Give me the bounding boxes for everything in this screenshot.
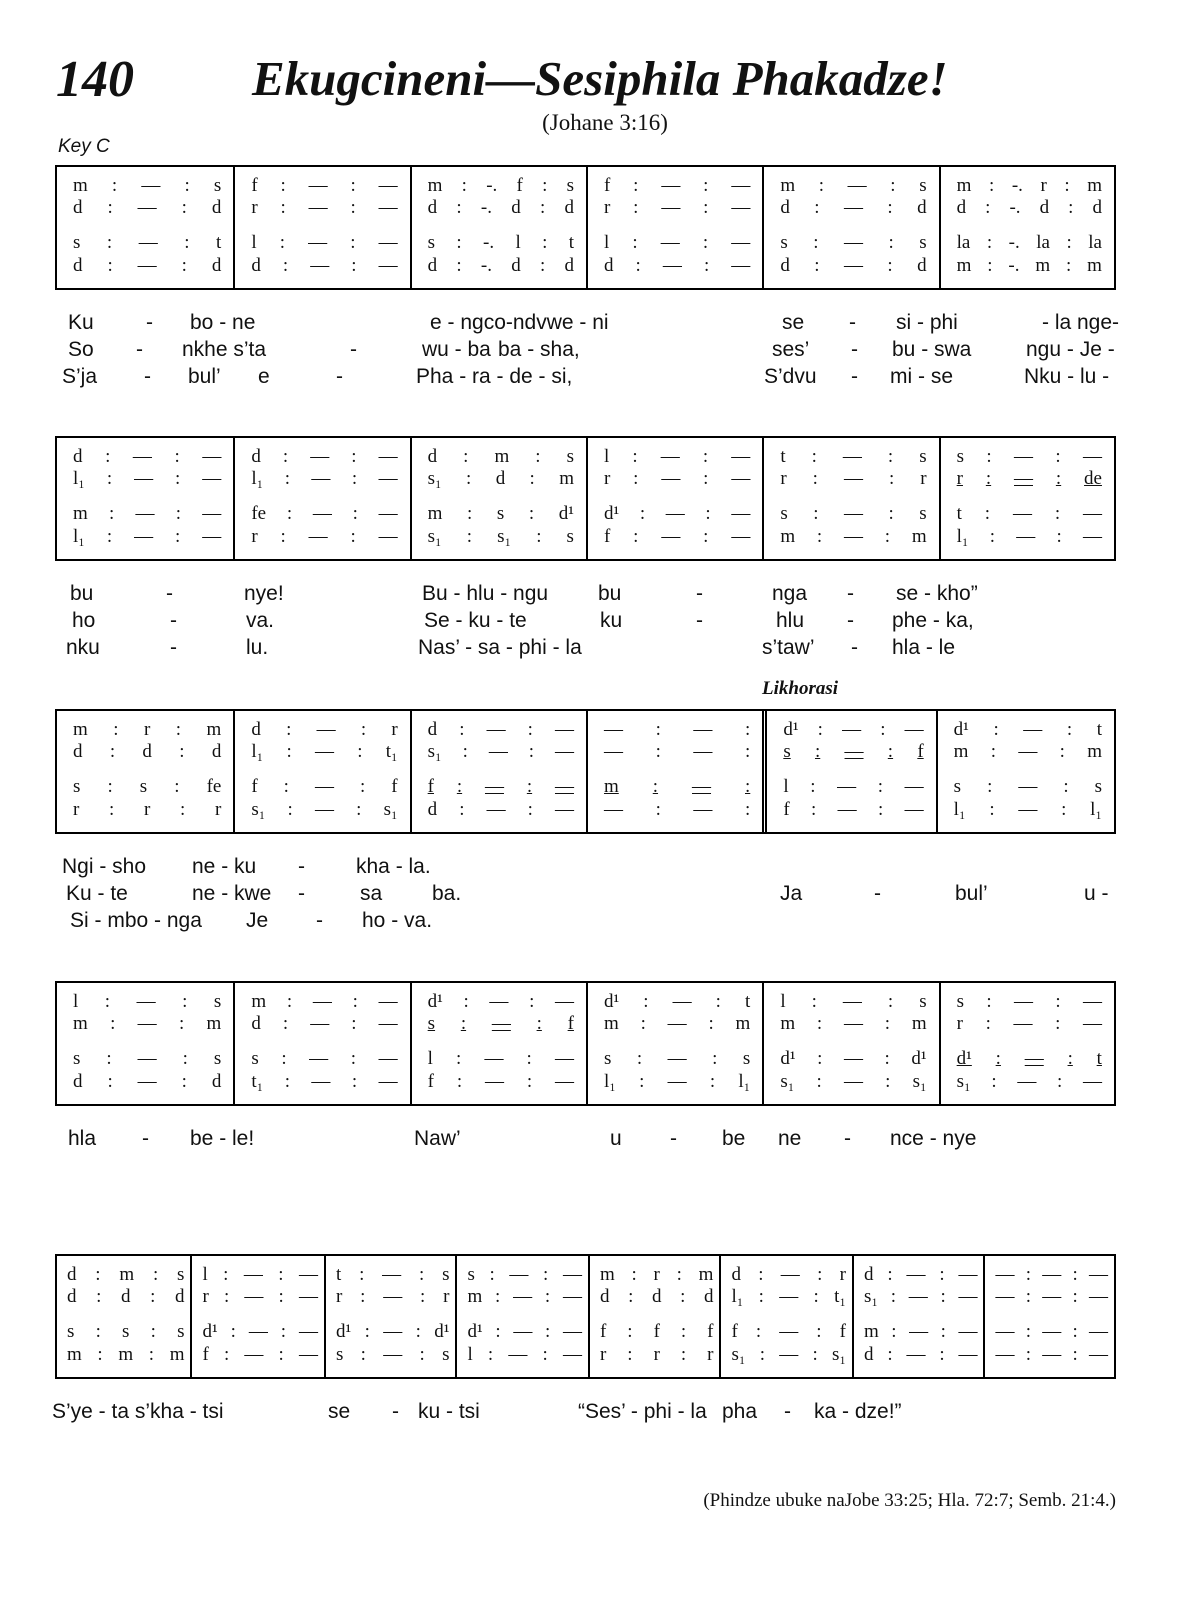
lyric-syllable: - — [146, 311, 153, 334]
note-cell: d¹ : — : — — [427, 991, 574, 1012]
lyric-syllable: Nas’ - sa - phi - la — [418, 636, 582, 659]
lyric-syllable: So — [68, 338, 94, 361]
measure — [57, 1256, 190, 1377]
note-cell: s : — : s — [780, 232, 927, 253]
note-cell: d : — : d — [780, 255, 927, 276]
note-cell: l₁ : — : t₁ — [251, 741, 398, 762]
note-cell: d : d : d — [73, 741, 222, 762]
note-cell: m : -. r : m — [956, 175, 1102, 196]
note-cell: f : — : — — [783, 799, 924, 820]
note-cell: — : — : — [603, 719, 751, 740]
lyric-syllable: - — [170, 636, 177, 659]
measure — [57, 438, 233, 559]
note-cell: s : — : t — [73, 232, 222, 253]
lyric-syllable: e — [258, 365, 270, 388]
lyric-syllable: - — [316, 909, 323, 932]
note-cell: m : r : m — [599, 1264, 714, 1285]
note-cell: s : — : — — [251, 1048, 398, 1069]
lyric-line — [52, 1400, 1120, 1428]
lyric-line — [60, 909, 1120, 937]
note-cell: l₁ : — : — — [73, 526, 222, 547]
lyric-syllable: Bu - hlu - ngu — [422, 582, 549, 605]
note-cell: d : — : — — [427, 799, 574, 820]
lyric-syllable: wu - ba — [422, 338, 491, 361]
measure — [57, 711, 233, 832]
measure — [939, 983, 1114, 1104]
lyric-line — [60, 855, 1120, 883]
measure — [586, 438, 762, 559]
measure — [939, 167, 1114, 288]
note-cell: d : — : — — [73, 446, 222, 467]
lyric-syllable: be — [722, 1127, 746, 1150]
lyric-syllable: lu. — [246, 636, 269, 659]
note-cell: l₁ : — : — — [73, 468, 222, 489]
lyric-syllable: - — [844, 1127, 851, 1150]
note-cell: d : — : d — [780, 197, 927, 218]
lyric-syllable: phe - ka, — [892, 609, 974, 632]
measure — [233, 711, 409, 832]
lyric-syllable: bul’ — [188, 365, 221, 388]
note-cell: s : — : s — [335, 1344, 450, 1365]
note-cell: m : — : — — [863, 1321, 978, 1342]
measure — [762, 438, 938, 559]
music-system — [55, 1254, 1116, 1379]
note-cell: f : — : — — [251, 175, 398, 196]
note-cell: r : — : — — [603, 197, 751, 218]
note-cell: f : — : — — [427, 1071, 574, 1092]
lyric-syllable: nga — [772, 582, 808, 605]
note-cell: d¹ : — : — — [202, 1321, 318, 1342]
lyric-syllable: - — [847, 609, 854, 632]
measure — [455, 1256, 588, 1377]
measure — [410, 167, 586, 288]
lyric-syllable: ku - tsi — [418, 1400, 480, 1423]
note-cell: s₁ : — : s₁ — [780, 1071, 927, 1092]
lyric-syllable: Ja — [780, 882, 803, 905]
lyric-syllable: va. — [246, 609, 275, 632]
key-signature: Key C — [58, 136, 110, 157]
lyric-syllable: u — [610, 1127, 622, 1150]
lyric-line — [60, 636, 1120, 664]
lyric-syllable: bu — [598, 582, 622, 605]
note-cell: t : — : s — [780, 446, 927, 467]
note-cell: d : — : — — [603, 255, 751, 276]
lyric-syllable: - — [847, 582, 854, 605]
note-cell: m : — : s — [73, 175, 222, 196]
note-cell: l₁ : — : l₁ — [953, 799, 1102, 820]
note-cell: m : — : — [603, 776, 751, 797]
note-cell: la : -. la : la — [956, 232, 1102, 253]
note-cell: l₁ : — : — — [251, 468, 398, 489]
note-cell: d : d : d — [67, 1286, 185, 1307]
note-cell: d : — : — — [251, 255, 398, 276]
note-cell: m : m : m — [67, 1344, 185, 1365]
note-cell: — : — : — — [995, 1286, 1108, 1307]
measure — [324, 1256, 456, 1377]
lyric-line — [60, 311, 1120, 339]
note-cell: d : — : — — [863, 1264, 978, 1285]
lyric-syllable: - — [392, 1400, 399, 1423]
note-cell: l₁ : — : l₁ — [603, 1071, 751, 1092]
lyric-syllable: nku — [66, 636, 100, 659]
note-cell: d : — : d — [73, 197, 222, 218]
lyric-syllable: pha — [722, 1400, 758, 1423]
note-cell: s : — : s — [73, 1048, 222, 1069]
lyric-syllable: - — [849, 311, 856, 334]
note-cell: m : -. f : s — [427, 175, 574, 196]
measure — [762, 983, 938, 1104]
note-cell: s : — : — — [956, 446, 1102, 467]
note-cell: l : — : — — [251, 232, 398, 253]
lyric-syllable: bo - ne — [190, 311, 256, 334]
measure — [588, 1256, 720, 1377]
lyric-syllable: “Ses’ - phi - la — [578, 1400, 707, 1423]
note-cell: d : — : r — [251, 719, 398, 740]
note-cell: m : — : — — [467, 1286, 582, 1307]
note-cell: s : — : s — [603, 1048, 751, 1069]
note-cell: f : — : f — [731, 1321, 846, 1342]
music-system — [55, 981, 1116, 1106]
lyric-syllable: mi - se — [890, 365, 953, 388]
lyric-line — [60, 338, 1120, 366]
music-system — [55, 165, 1116, 290]
lyric-syllable: ho — [72, 609, 96, 632]
measure — [719, 1256, 852, 1377]
note-cell: l : — : — — [202, 1264, 318, 1285]
lyric-syllable: - — [851, 636, 858, 659]
note-cell: s₁ : d : m — [427, 468, 574, 489]
measure — [233, 983, 409, 1104]
lyric-syllable: nye! — [244, 582, 284, 605]
lyric-syllable: Ngi - sho — [62, 855, 147, 878]
lyric-line — [60, 609, 1120, 637]
note-cell: m : — : m — [953, 741, 1102, 762]
lyric-line — [60, 1127, 1120, 1155]
note-cell: m : — : m — [780, 526, 927, 547]
lyric-syllable: - — [851, 338, 858, 361]
note-cell: l : — : — — [427, 1048, 574, 1069]
note-cell: d¹ : — : — — [467, 1321, 582, 1342]
note-cell: f : — : f — [251, 776, 398, 797]
measure — [936, 711, 1114, 832]
note-cell: s₁ : — : — — [863, 1286, 978, 1307]
note-cell: d : m : s — [427, 446, 574, 467]
note-cell: — : — : — — [995, 1344, 1108, 1365]
note-cell: d : -. d : d — [427, 197, 574, 218]
lyric-syllable: sa — [360, 882, 383, 905]
lyric-syllable: - — [298, 855, 305, 878]
measure — [410, 983, 586, 1104]
measure — [983, 1256, 1114, 1377]
note-cell: m : — : — — [73, 503, 222, 524]
note-cell: l : — : — — [603, 446, 751, 467]
lyric-line — [60, 365, 1120, 393]
note-cell: t : — : — — [956, 503, 1102, 524]
note-cell: f : f : f — [599, 1321, 714, 1342]
note-cell: s : s : fe — [73, 776, 222, 797]
note-cell: — : — : — — [995, 1264, 1108, 1285]
note-cell: m : — : s — [780, 175, 927, 196]
note-cell: fe : — : — — [251, 503, 398, 524]
lyric-syllable: ka - dze!” — [814, 1400, 902, 1423]
note-cell: r : — : r — [335, 1286, 450, 1307]
song-title: Ekugcineni—Sesiphila Phakadze! — [252, 51, 948, 106]
lyric-syllable: - — [170, 609, 177, 632]
note-cell: r : — : — — [251, 526, 398, 547]
note-cell: l : — : — — [603, 232, 751, 253]
lyric-syllable: bul’ — [955, 882, 988, 905]
lyric-syllable: Nku - lu - — [1024, 365, 1110, 388]
lyric-syllable: Je — [246, 909, 269, 932]
note-cell: d¹ : — : d¹ — [335, 1321, 450, 1342]
lyric-syllable: ses’ — [772, 338, 810, 361]
note-cell: s₁ : — : — — [956, 1071, 1102, 1092]
measure — [852, 1256, 984, 1377]
lyric-syllable: kha - la. — [356, 855, 431, 878]
lyric-syllable: hlu — [776, 609, 805, 632]
note-cell: r : — : — — [251, 197, 398, 218]
note-cell: r : — : de — [956, 468, 1102, 489]
note-cell: s : — : — — [956, 991, 1102, 1012]
lyric-syllable: S’ye - ta s’kha - tsi — [52, 1400, 224, 1423]
measure — [762, 167, 938, 288]
lyric-syllable: ho - va. — [362, 909, 433, 932]
note-cell: d : -. d : d — [956, 197, 1102, 218]
note-cell: r : r : r — [599, 1344, 714, 1365]
note-cell: d : — : d — [73, 255, 222, 276]
lyric-syllable: Si - mbo - nga — [70, 909, 202, 932]
note-cell: s₁ : — : s₁ — [251, 799, 398, 820]
lyric-syllable: hla — [68, 1127, 97, 1150]
note-cell: — : — : — — [995, 1321, 1108, 1342]
measure — [57, 167, 233, 288]
note-cell: l : — : s — [780, 991, 927, 1012]
note-cell: d¹ : — : d¹ — [780, 1048, 927, 1069]
lyric-syllable: ba. — [432, 882, 462, 905]
lyric-syllable: ne - kwe — [192, 882, 272, 905]
lyric-syllable: si - phi — [896, 311, 958, 334]
note-cell: d : — : d — [73, 1071, 222, 1092]
note-cell: d¹ : — : — — [603, 503, 751, 524]
lyric-syllable: - — [670, 1127, 677, 1150]
lyric-syllable: ne - ku — [192, 855, 257, 878]
lyric-syllable: Se - ku - te — [424, 609, 527, 632]
lyric-syllable: - — [136, 338, 143, 361]
note-cell: d : — : — — [863, 1344, 978, 1365]
note-cell: m : — : — — [251, 991, 398, 1012]
measure — [410, 438, 586, 559]
note-cell: t₁ : — : — — [251, 1071, 398, 1092]
note-cell: s : — : f — [427, 1013, 574, 1034]
lyric-syllable: Ku — [68, 311, 94, 334]
music-system — [55, 436, 1116, 561]
lyric-line — [60, 582, 1120, 610]
lyric-syllable: ku — [600, 609, 623, 632]
lyric-syllable: - — [144, 365, 151, 388]
note-cell: d¹ : — : t — [956, 1048, 1102, 1069]
lyric-syllable: hla - le — [892, 636, 956, 659]
lyric-syllable: se — [328, 1400, 351, 1423]
lyric-syllable: - la nge- — [1042, 311, 1120, 334]
note-cell: l : — : s — [73, 991, 222, 1012]
lyric-syllable: S’dvu — [764, 365, 817, 388]
note-cell: s : — : s — [780, 503, 927, 524]
note-cell: s : — : f — [783, 741, 924, 762]
lyric-syllable: - — [874, 882, 881, 905]
measure — [762, 711, 935, 832]
note-cell: l : — : — — [467, 1344, 582, 1365]
note-cell: m : — : m — [603, 1013, 751, 1034]
note-cell: s : — : — — [467, 1264, 582, 1285]
note-cell: m : -. m : m — [956, 255, 1102, 276]
lyric-syllable: se — [782, 311, 805, 334]
lyric-syllable: - — [696, 582, 703, 605]
lyric-syllable: - — [696, 609, 703, 632]
measure — [233, 167, 409, 288]
note-cell: d : — : — — [251, 446, 398, 467]
note-cell: d : m : s — [67, 1264, 185, 1285]
note-cell: r : — : r — [780, 468, 927, 489]
note-cell: f : — : — — [427, 776, 574, 797]
measure — [586, 711, 762, 832]
lyric-syllable: be - le! — [190, 1127, 255, 1150]
measure — [190, 1256, 324, 1377]
lyric-syllable: - — [336, 365, 343, 388]
lyric-syllable: e - ngco-ndvwe - ni — [430, 311, 609, 334]
lyric-syllable: - — [350, 338, 357, 361]
lyric-syllable: - — [166, 582, 173, 605]
note-cell: — : — : — [603, 741, 751, 762]
note-cell: d : — : — — [251, 1013, 398, 1034]
lyric-syllable: se - kho” — [896, 582, 978, 605]
lyric-syllable: bu — [70, 582, 94, 605]
measure — [939, 438, 1114, 559]
lyric-syllable: S’ja — [62, 365, 98, 388]
lyric-syllable: - — [851, 365, 858, 388]
song-number: 140 — [56, 51, 134, 108]
note-cell: m : — : m — [780, 1013, 927, 1034]
lyric-syllable: Naw’ — [414, 1127, 461, 1150]
lyric-syllable: ngu - Je - — [1026, 338, 1115, 361]
music-system — [55, 709, 1116, 834]
lyric-syllable: ne — [778, 1127, 802, 1150]
measure — [586, 167, 762, 288]
measure — [233, 438, 409, 559]
note-cell: s₁ : — : — — [427, 741, 574, 762]
note-cell: r : — : — — [603, 468, 751, 489]
note-cell: — : — : — [603, 799, 751, 820]
lyric-syllable: - — [298, 882, 305, 905]
note-cell: d¹ : — : t — [603, 991, 751, 1012]
note-cell: r : r : r — [73, 799, 222, 820]
lyric-syllable: - — [142, 1127, 149, 1150]
note-cell: m : — : m — [73, 1013, 222, 1034]
measure — [410, 711, 586, 832]
note-cell: s : s : s — [67, 1321, 185, 1342]
note-cell: t : — : s — [335, 1264, 450, 1285]
note-cell: m : s : d¹ — [427, 503, 574, 524]
note-cell: d : -. d : d — [427, 255, 574, 276]
note-cell: s₁ : s₁ : s — [427, 526, 574, 547]
note-cell: d¹ : — : — — [783, 719, 924, 740]
note-cell: l : — : — — [783, 776, 924, 797]
note-cell: s₁ : — : s₁ — [731, 1344, 846, 1365]
lyric-syllable: nce - nye — [890, 1127, 977, 1150]
note-cell: l₁ : — : t₁ — [731, 1286, 846, 1307]
note-cell: r : — : — — [956, 1013, 1102, 1034]
scripture-reference: (Johane 3:16) — [542, 110, 668, 135]
lyric-syllable: s’taw’ — [762, 636, 815, 659]
measure — [57, 983, 233, 1104]
lyric-syllable: bu - swa — [892, 338, 972, 361]
lyric-syllable: Pha - ra - de - si, — [416, 365, 573, 388]
note-cell: f : — : — — [603, 175, 751, 196]
note-cell: r : — : — — [202, 1286, 318, 1307]
footer-references: (Phindze ubuke naJobe 33:25; Hla. 72:7; Semb. 21:4.) — [703, 1490, 1116, 1511]
measure — [586, 983, 762, 1104]
note-cell: d : — : r — [731, 1264, 846, 1285]
note-cell: d : d : d — [599, 1286, 714, 1307]
lyric-line — [60, 882, 1120, 910]
chorus-label: Likhorasi — [762, 678, 839, 699]
lyric-syllable: ba - sha, — [498, 338, 580, 361]
note-cell: m : r : m — [73, 719, 222, 740]
lyric-syllable: u - — [1084, 882, 1109, 905]
lyric-syllable: Ku - te — [66, 882, 128, 905]
note-cell: s : — : s — [953, 776, 1102, 797]
note-cell: f : — : — — [603, 526, 751, 547]
lyric-syllable: nkhe s’ta — [182, 338, 267, 361]
note-cell: s : -. l : t — [427, 232, 574, 253]
note-cell: l₁ : — : — — [956, 526, 1102, 547]
lyric-syllable: - — [784, 1400, 791, 1423]
note-cell: f : — : — — [202, 1344, 318, 1365]
note-cell: d : — : — — [427, 719, 574, 740]
note-cell: d¹ : — : t — [953, 719, 1102, 740]
